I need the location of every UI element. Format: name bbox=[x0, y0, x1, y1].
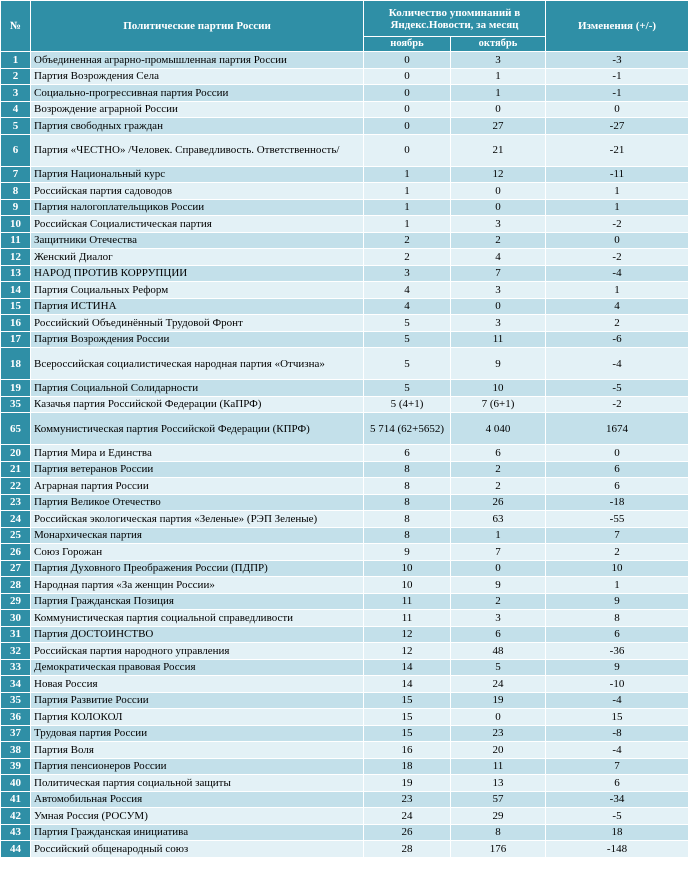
november-value: 8 bbox=[364, 527, 451, 544]
october-value: 6 bbox=[451, 445, 546, 462]
october-value: 20 bbox=[451, 742, 546, 759]
change-value: -148 bbox=[546, 841, 688, 858]
change-value: 0 bbox=[546, 445, 688, 462]
november-value: 11 bbox=[364, 593, 451, 610]
october-value: 5 bbox=[451, 659, 546, 676]
table-row bbox=[1, 758, 688, 775]
party-name: Умная Россия (РОСУМ) bbox=[31, 808, 364, 825]
table-row bbox=[1, 709, 688, 726]
november-value: 11 bbox=[364, 610, 451, 627]
table-row bbox=[1, 725, 688, 742]
party-name: Партия Возрождения России bbox=[31, 331, 364, 348]
october-value: 0 bbox=[451, 298, 546, 315]
party-name: Российская партия народного управления bbox=[31, 643, 364, 660]
row-number: 15 bbox=[1, 298, 31, 315]
row-number: 8 bbox=[1, 183, 31, 200]
table-row bbox=[1, 577, 688, 594]
table-row bbox=[1, 544, 688, 561]
header-party: Политические партии России bbox=[31, 1, 364, 52]
november-value: 1 bbox=[364, 216, 451, 233]
change-value: 7 bbox=[546, 758, 688, 775]
november-value: 10 bbox=[364, 577, 451, 594]
november-value: 19 bbox=[364, 775, 451, 792]
row-number: 19 bbox=[1, 380, 31, 397]
november-value: 9 bbox=[364, 544, 451, 561]
change-value: -5 bbox=[546, 808, 688, 825]
table-row bbox=[1, 134, 688, 166]
party-name: Партия Развитие России bbox=[31, 692, 364, 709]
october-value: 7 bbox=[451, 544, 546, 561]
change-value: 0 bbox=[546, 232, 688, 249]
table-row bbox=[1, 396, 688, 413]
october-value: 2 bbox=[451, 478, 546, 495]
november-value: 8 bbox=[364, 494, 451, 511]
november-value: 10 bbox=[364, 560, 451, 577]
change-value: -5 bbox=[546, 380, 688, 397]
row-number: 33 bbox=[1, 659, 31, 676]
header-october: октябрь bbox=[451, 37, 546, 52]
table-row bbox=[1, 775, 688, 792]
october-value: 13 bbox=[451, 775, 546, 792]
party-name: Коммунистическая партия Российской Федерации (КПРФ) bbox=[31, 413, 364, 445]
november-value: 24 bbox=[364, 808, 451, 825]
party-name: Новая Россия bbox=[31, 676, 364, 693]
row-number: 17 bbox=[1, 331, 31, 348]
row-number: 12 bbox=[1, 249, 31, 266]
november-value: 0 bbox=[364, 85, 451, 102]
table-body bbox=[1, 52, 688, 858]
party-name: Партия Социальных Реформ bbox=[31, 282, 364, 299]
table-row bbox=[1, 101, 688, 118]
change-value: 7 bbox=[546, 527, 688, 544]
table-row bbox=[1, 52, 688, 69]
row-number: 18 bbox=[1, 348, 31, 380]
party-name: НАРОД ПРОТИВ КОРРУПЦИИ bbox=[31, 265, 364, 282]
november-value: 16 bbox=[364, 742, 451, 759]
party-name: Социально-прогрессивная партия России bbox=[31, 85, 364, 102]
table-row bbox=[1, 511, 688, 528]
party-name: Партия Возрождения Села bbox=[31, 68, 364, 85]
change-value: 1674 bbox=[546, 413, 688, 445]
october-value: 63 bbox=[451, 511, 546, 528]
row-number: 28 bbox=[1, 577, 31, 594]
november-value: 18 bbox=[364, 758, 451, 775]
october-value: 0 bbox=[451, 560, 546, 577]
row-number: 9 bbox=[1, 199, 31, 216]
row-number: 37 bbox=[1, 725, 31, 742]
row-number: 2 bbox=[1, 68, 31, 85]
row-number: 42 bbox=[1, 808, 31, 825]
october-value: 23 bbox=[451, 725, 546, 742]
row-number: 30 bbox=[1, 610, 31, 627]
table-row bbox=[1, 791, 688, 808]
row-number: 11 bbox=[1, 232, 31, 249]
table-row bbox=[1, 478, 688, 495]
table-row bbox=[1, 461, 688, 478]
row-number: 20 bbox=[1, 445, 31, 462]
change-value: -8 bbox=[546, 725, 688, 742]
november-value: 3 bbox=[364, 265, 451, 282]
party-name: Партия Мира и Единства bbox=[31, 445, 364, 462]
change-value: -2 bbox=[546, 249, 688, 266]
october-value: 1 bbox=[451, 68, 546, 85]
party-name: Российская партия садоводов bbox=[31, 183, 364, 200]
november-value: 5 bbox=[364, 348, 451, 380]
october-value: 21 bbox=[451, 134, 546, 166]
table-row bbox=[1, 643, 688, 660]
table-row bbox=[1, 68, 688, 85]
table-row bbox=[1, 183, 688, 200]
october-value: 9 bbox=[451, 348, 546, 380]
header-november: ноябрь bbox=[364, 37, 451, 52]
october-value: 3 bbox=[451, 216, 546, 233]
october-value: 1 bbox=[451, 85, 546, 102]
october-value: 2 bbox=[451, 232, 546, 249]
november-value: 26 bbox=[364, 824, 451, 841]
november-value: 6 bbox=[364, 445, 451, 462]
row-number: 26 bbox=[1, 544, 31, 561]
row-number: 34 bbox=[1, 676, 31, 693]
header-change: Изменения (+/-) bbox=[546, 1, 688, 52]
change-value: -36 bbox=[546, 643, 688, 660]
party-name: Партия пенсионеров России bbox=[31, 758, 364, 775]
row-number: 5 bbox=[1, 118, 31, 135]
header-mentions: Количество упоминаний в Яндекс.Новости, за месяц bbox=[364, 1, 546, 37]
november-value: 28 bbox=[364, 841, 451, 858]
november-value: 2 bbox=[364, 249, 451, 266]
row-number: 1 bbox=[1, 52, 31, 69]
party-name: Российская Социалистическая партия bbox=[31, 216, 364, 233]
november-value: 4 bbox=[364, 298, 451, 315]
row-number: 16 bbox=[1, 315, 31, 332]
october-value: 10 bbox=[451, 380, 546, 397]
party-name: Аграрная партия России bbox=[31, 478, 364, 495]
party-name: Российский общенародный союз bbox=[31, 841, 364, 858]
party-name: Народная партия «За женщин России» bbox=[31, 577, 364, 594]
change-value: -1 bbox=[546, 68, 688, 85]
table-row bbox=[1, 676, 688, 693]
october-value: 9 bbox=[451, 577, 546, 594]
november-value: 1 bbox=[364, 183, 451, 200]
row-number: 31 bbox=[1, 626, 31, 643]
november-value: 23 bbox=[364, 791, 451, 808]
november-value: 14 bbox=[364, 676, 451, 693]
october-value: 27 bbox=[451, 118, 546, 135]
row-number: 10 bbox=[1, 216, 31, 233]
party-name: Российский Объединённый Трудовой Фронт bbox=[31, 315, 364, 332]
party-name: Партия налогоплательщиков России bbox=[31, 199, 364, 216]
november-value: 5 (4+1) bbox=[364, 396, 451, 413]
party-name: Партия «ЧЕСТНО» /Человек. Справедливость. Ответственность/ bbox=[31, 134, 364, 166]
october-value: 19 bbox=[451, 692, 546, 709]
row-number: 25 bbox=[1, 527, 31, 544]
party-name: Партия Великое Отечество bbox=[31, 494, 364, 511]
change-value: -21 bbox=[546, 134, 688, 166]
table-row bbox=[1, 298, 688, 315]
october-value: 7 bbox=[451, 265, 546, 282]
table-row bbox=[1, 380, 688, 397]
table-row bbox=[1, 527, 688, 544]
party-name: Партия ДОСТОИНСТВО bbox=[31, 626, 364, 643]
table-row bbox=[1, 249, 688, 266]
october-value: 57 bbox=[451, 791, 546, 808]
october-value: 7 (6+1) bbox=[451, 396, 546, 413]
october-value: 12 bbox=[451, 166, 546, 183]
table-row bbox=[1, 232, 688, 249]
october-value: 8 bbox=[451, 824, 546, 841]
party-name: Партия Духовного Преображения России (ПДПР) bbox=[31, 560, 364, 577]
row-number: 39 bbox=[1, 758, 31, 775]
november-value: 8 bbox=[364, 478, 451, 495]
row-number: 22 bbox=[1, 478, 31, 495]
party-name: Партия Воля bbox=[31, 742, 364, 759]
party-name: Партия Социальной Солидарности bbox=[31, 380, 364, 397]
table-row bbox=[1, 199, 688, 216]
table-row bbox=[1, 808, 688, 825]
party-name: Партия КОЛОКОЛ bbox=[31, 709, 364, 726]
change-value: 2 bbox=[546, 544, 688, 561]
party-name: Автомобильная Россия bbox=[31, 791, 364, 808]
row-number: 29 bbox=[1, 593, 31, 610]
change-value: -1 bbox=[546, 85, 688, 102]
row-number: 13 bbox=[1, 265, 31, 282]
table-row bbox=[1, 413, 688, 445]
november-value: 12 bbox=[364, 626, 451, 643]
row-number: 24 bbox=[1, 511, 31, 528]
change-value: -4 bbox=[546, 265, 688, 282]
party-name: Казачья партия Российской Федерации (КаПРФ) bbox=[31, 396, 364, 413]
november-value: 1 bbox=[364, 199, 451, 216]
change-value: -2 bbox=[546, 396, 688, 413]
change-value: -27 bbox=[546, 118, 688, 135]
row-number: 35 bbox=[1, 396, 31, 413]
row-number: 65 bbox=[1, 413, 31, 445]
november-value: 8 bbox=[364, 461, 451, 478]
change-value: 1 bbox=[546, 199, 688, 216]
change-value: 9 bbox=[546, 659, 688, 676]
row-number: 4 bbox=[1, 101, 31, 118]
october-value: 11 bbox=[451, 331, 546, 348]
october-value: 2 bbox=[451, 593, 546, 610]
table-row bbox=[1, 626, 688, 643]
table-row bbox=[1, 315, 688, 332]
table-row bbox=[1, 692, 688, 709]
table-row bbox=[1, 841, 688, 858]
row-number: 23 bbox=[1, 494, 31, 511]
october-value: 0 bbox=[451, 183, 546, 200]
change-value: -11 bbox=[546, 166, 688, 183]
party-name: Трудовая партия России bbox=[31, 725, 364, 742]
header-num: № bbox=[1, 1, 31, 52]
november-value: 8 bbox=[364, 511, 451, 528]
party-name: Политическая партия социальной защиты bbox=[31, 775, 364, 792]
row-number: 21 bbox=[1, 461, 31, 478]
table-row bbox=[1, 331, 688, 348]
table-row bbox=[1, 118, 688, 135]
october-value: 0 bbox=[451, 101, 546, 118]
party-name: Партия ИСТИНА bbox=[31, 298, 364, 315]
october-value: 11 bbox=[451, 758, 546, 775]
october-value: 4 040 bbox=[451, 413, 546, 445]
october-value: 3 bbox=[451, 315, 546, 332]
row-number: 41 bbox=[1, 791, 31, 808]
change-value: -4 bbox=[546, 742, 688, 759]
table-row bbox=[1, 742, 688, 759]
november-value: 0 bbox=[364, 52, 451, 69]
party-name: Монархическая партия bbox=[31, 527, 364, 544]
october-value: 3 bbox=[451, 282, 546, 299]
november-value: 15 bbox=[364, 709, 451, 726]
october-value: 6 bbox=[451, 626, 546, 643]
party-name: Демократическая правовая Россия bbox=[31, 659, 364, 676]
october-value: 0 bbox=[451, 709, 546, 726]
party-name: Объединенная аграрно-промышленная партия России bbox=[31, 52, 364, 69]
november-value: 0 bbox=[364, 118, 451, 135]
change-value: -10 bbox=[546, 676, 688, 693]
november-value: 15 bbox=[364, 692, 451, 709]
november-value: 2 bbox=[364, 232, 451, 249]
change-value: -34 bbox=[546, 791, 688, 808]
change-value: 15 bbox=[546, 709, 688, 726]
change-value: -4 bbox=[546, 348, 688, 380]
change-value: -3 bbox=[546, 52, 688, 69]
change-value: -4 bbox=[546, 692, 688, 709]
row-number: 14 bbox=[1, 282, 31, 299]
october-value: 3 bbox=[451, 52, 546, 69]
change-value: 18 bbox=[546, 824, 688, 841]
row-number: 38 bbox=[1, 742, 31, 759]
party-name: Партия Гражданская Позиция bbox=[31, 593, 364, 610]
party-name: Коммунистическая партия социальной справедливости bbox=[31, 610, 364, 627]
change-value: 0 bbox=[546, 101, 688, 118]
change-value: 1 bbox=[546, 577, 688, 594]
october-value: 29 bbox=[451, 808, 546, 825]
change-value: 6 bbox=[546, 461, 688, 478]
change-value: 8 bbox=[546, 610, 688, 627]
table-row bbox=[1, 166, 688, 183]
october-value: 4 bbox=[451, 249, 546, 266]
change-value: 4 bbox=[546, 298, 688, 315]
november-value: 5 bbox=[364, 331, 451, 348]
october-value: 3 bbox=[451, 610, 546, 627]
change-value: -2 bbox=[546, 216, 688, 233]
table-row bbox=[1, 593, 688, 610]
october-value: 176 bbox=[451, 841, 546, 858]
table-row bbox=[1, 216, 688, 233]
row-number: 44 bbox=[1, 841, 31, 858]
november-value: 5 bbox=[364, 380, 451, 397]
table-row bbox=[1, 560, 688, 577]
row-number: 3 bbox=[1, 85, 31, 102]
party-name: Российская экологическая партия «Зеленые» (РЭП Зеленые) bbox=[31, 511, 364, 528]
november-value: 15 bbox=[364, 725, 451, 742]
november-value: 5 714 (62+5652) bbox=[364, 413, 451, 445]
october-value: 2 bbox=[451, 461, 546, 478]
change-value: 6 bbox=[546, 626, 688, 643]
november-value: 0 bbox=[364, 68, 451, 85]
party-name: Всероссийская социалистическая народная партия «Отчизна» bbox=[31, 348, 364, 380]
change-value: 1 bbox=[546, 282, 688, 299]
party-name: Возрождение аграрной России bbox=[31, 101, 364, 118]
party-name: Защитники Отечества bbox=[31, 232, 364, 249]
row-number: 32 bbox=[1, 643, 31, 660]
change-value: 6 bbox=[546, 478, 688, 495]
november-value: 5 bbox=[364, 315, 451, 332]
change-value: 2 bbox=[546, 315, 688, 332]
november-value: 4 bbox=[364, 282, 451, 299]
table-row bbox=[1, 282, 688, 299]
november-value: 0 bbox=[364, 134, 451, 166]
row-number: 7 bbox=[1, 166, 31, 183]
row-number: 40 bbox=[1, 775, 31, 792]
row-number: 36 bbox=[1, 709, 31, 726]
change-value: -18 bbox=[546, 494, 688, 511]
november-value: 12 bbox=[364, 643, 451, 660]
party-name: Партия Национальный курс bbox=[31, 166, 364, 183]
change-value: 6 bbox=[546, 775, 688, 792]
october-value: 24 bbox=[451, 676, 546, 693]
change-value: 9 bbox=[546, 593, 688, 610]
change-value: -55 bbox=[546, 511, 688, 528]
change-value: 1 bbox=[546, 183, 688, 200]
table-row bbox=[1, 494, 688, 511]
party-name: Союз Горожан bbox=[31, 544, 364, 561]
party-name: Партия ветеранов России bbox=[31, 461, 364, 478]
row-number: 6 bbox=[1, 134, 31, 166]
row-number: 27 bbox=[1, 560, 31, 577]
table-row bbox=[1, 348, 688, 380]
party-name: Партия свободных граждан bbox=[31, 118, 364, 135]
table-row bbox=[1, 659, 688, 676]
change-value: -6 bbox=[546, 331, 688, 348]
table-row bbox=[1, 445, 688, 462]
table-row bbox=[1, 610, 688, 627]
november-value: 1 bbox=[364, 166, 451, 183]
october-value: 26 bbox=[451, 494, 546, 511]
row-number: 35 bbox=[1, 692, 31, 709]
table-row bbox=[1, 824, 688, 841]
november-value: 14 bbox=[364, 659, 451, 676]
row-number: 43 bbox=[1, 824, 31, 841]
party-name: Партия Гражданская инициатива bbox=[31, 824, 364, 841]
october-value: 0 bbox=[451, 199, 546, 216]
november-value: 0 bbox=[364, 101, 451, 118]
change-value: 10 bbox=[546, 560, 688, 577]
october-value: 1 bbox=[451, 527, 546, 544]
party-name: Женский Диалог bbox=[31, 249, 364, 266]
table-row bbox=[1, 85, 688, 102]
table-row bbox=[1, 265, 688, 282]
october-value: 48 bbox=[451, 643, 546, 660]
